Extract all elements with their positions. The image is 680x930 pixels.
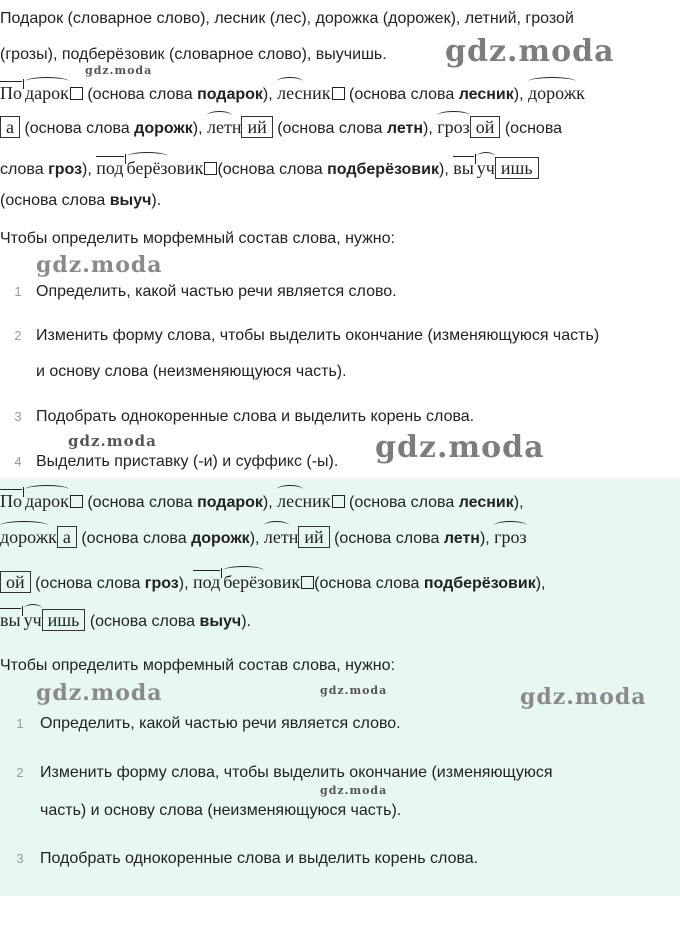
watermark: gdz.moda <box>520 684 647 710</box>
ending-oy: ой <box>470 116 501 138</box>
watermark: gdz.moda <box>375 430 545 465</box>
rule-step: 3 Подобрать однокоренные слова и выделить корень слова. <box>14 408 475 425</box>
green-rule-step: 3 Подобрать однокоренные слова и выделить корень слова. <box>16 850 479 867</box>
root-let: лет <box>207 117 232 137</box>
suffix-nik: ник <box>302 83 331 103</box>
intro-line-1: Подарок (словарное слово), лесник (лес), дорожка (дорожек), летний, грозой <box>0 10 574 27</box>
watermark: gdz.moda <box>36 680 163 706</box>
root-les: лес <box>277 83 303 103</box>
root-uch: уч <box>476 158 495 178</box>
green-analysis-line-3: ой (основа слова гроз), под берёзовик (основа слова подберёзовик), <box>0 568 545 595</box>
intro-line-2: (грозы), подберёзовик (словарное слово), выучишь. <box>0 46 387 63</box>
zero-ending <box>204 162 217 175</box>
zero-ending <box>70 87 83 100</box>
rule-step: 2 Изменить форму слова, чтобы выделить окончание (изменяющуюся часть) <box>14 327 600 344</box>
rule-heading: Чтобы определить морфемный состав слова, нужно: <box>0 230 395 247</box>
watermark: gdz.moda <box>68 432 157 450</box>
watermark: gdz.moda <box>36 252 163 278</box>
watermark: gdz.moda <box>445 34 615 69</box>
prefix-po: По <box>0 83 22 103</box>
ending-iy: ий <box>241 116 272 138</box>
prefix-vy: вы <box>453 158 474 178</box>
ending-ish: ишь <box>495 157 539 179</box>
green-analysis-line-4: вы уч ишь (основа слова выуч). <box>0 606 251 633</box>
root-darok: дарок <box>25 83 69 103</box>
watermark: gdz.moda <box>85 64 153 77</box>
root-groz: гроз <box>437 117 470 137</box>
watermark: gdz.moda <box>320 784 388 797</box>
green-analysis-line-1: По дарок (основа слова подарок), лесник (основа слова лесник), <box>0 487 524 514</box>
analysis-line-4: (основа слова выуч). <box>0 192 162 209</box>
root-berez: берёз <box>126 158 168 178</box>
zero-ending <box>332 87 345 100</box>
prefix-pod: под <box>96 158 124 178</box>
analysis-line-1: По дарок (основа слова подарок), лесник (основа слова лесник), дорожк <box>0 79 585 106</box>
rule-step: 4 Выделить приставку (-и) и суффикс (-ы). <box>14 453 339 470</box>
green-rule-heading: Чтобы определить морфемный состав слова, нужно: <box>0 657 395 674</box>
rule-step-continued: и основу слова (неизменяющуюся часть). <box>36 363 347 380</box>
analysis-line-2: а (основа слова дорожк), летн ий (основа слова летн), гроз ой (основа <box>0 116 562 140</box>
green-rule-step: 1 Определить, какой частью речи является слово. <box>16 715 401 732</box>
green-rule-step: 2 Изменить форму слова, чтобы выделить окончание (изменяющуюся <box>16 764 553 781</box>
green-rule-step-continued: часть) и основу слова (неизменяющуюся часть). <box>40 802 402 819</box>
ending-a: а <box>0 116 20 138</box>
rule-step: 1 Определить, какой частью речи является слово. <box>14 283 397 300</box>
analysis-line-3: слова гроз), под берёзовик (основа слова подберёзовик), вы уч ишь <box>0 154 539 181</box>
root-dorozh: дорож <box>527 83 577 103</box>
green-analysis-line-2: дорожк а (основа слова дорожк), летн ий (основа слова летн), гроз <box>0 527 527 547</box>
watermark: gdz.moda <box>320 684 388 697</box>
